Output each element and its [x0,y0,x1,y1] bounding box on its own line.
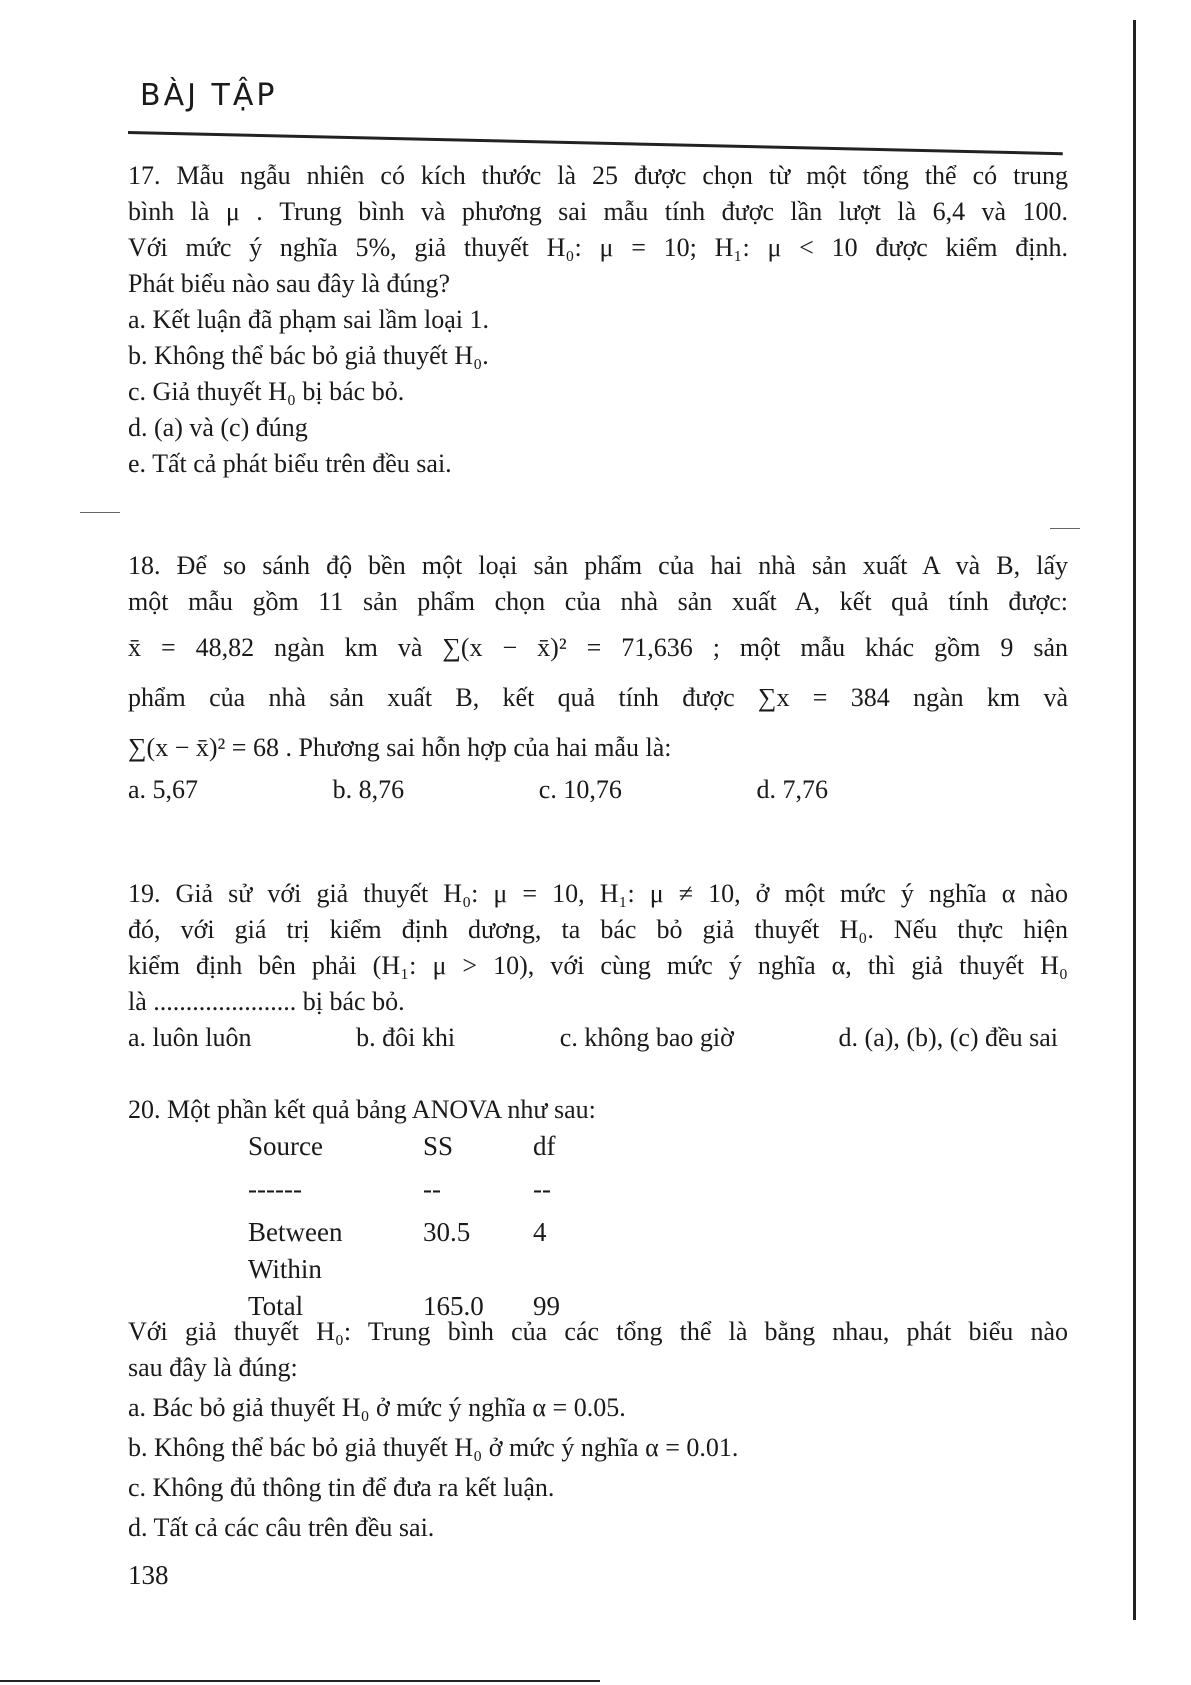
q19-line-4: là ...................... bị bác bỏ. [128,987,405,1016]
q18-option-b: b. 8,76 [332,775,405,804]
page-edge-line [1133,20,1136,1620]
q19-line-1: 19. Giả sử với giả thuyết H₀: μ = 10, H₁: μ ≠ 10, ở một mức ý nghĩa α nào [128,879,1068,908]
q19-option-d: d. (a), (b), (c) đều sai [838,1023,1058,1052]
anova-row-between [248,1214,593,1251]
scan-mark [80,512,120,513]
anova-header-df: df [533,1131,556,1161]
q18-option-c: c. 10,76 [538,775,622,804]
anova-separator-row [248,1171,593,1208]
q20-line-1: 20. Một phần kết quả bảng ANOVA như sau: [128,1095,596,1124]
anova-header-source: Source [248,1131,323,1161]
q19-option-c: c. không bao giờ [559,1023,734,1052]
q19-line-3: kiểm định bên phải (H₁: μ > 10), với cùng mức ý nghĩa α, thì giả thuyết H₀ [128,951,1068,980]
q18-line-4: phẩm của nhà sản xuất B, kết quả tính được ∑x = 384 ngàn km và [128,683,1068,712]
page-number: 138 [128,1560,169,1590]
q18-line-5: ∑(x − x̄)² = 68 . Phương sai hỗn hợp của hai mẫu là: [128,733,672,762]
q17-option-e: e. Tất cả phát biểu trên đều sai. [128,449,452,478]
q17-option-d: d. (a) và (c) đúng [128,413,308,442]
q19-option-b: b. đôi khi [356,1023,456,1052]
anova-header-row [248,1128,593,1165]
q17-option-b: b. Không thể bác bỏ giả thuyết H₀. [128,341,489,370]
q20-line-2: Với giả thuyết H₀: Trung bình của các tổng thể là bằng nhau, phát biểu nào [128,1317,1068,1346]
section-header: BÀJ TẬP [140,78,278,113]
question-20 [128,1092,1068,1128]
q20-option-c: c. Không đủ thông tin để đưa ra kết luận. [128,1473,555,1502]
q17-option-a: a. Kết luận đã phạm sai lầm loại 1. [128,305,490,334]
q18-options [128,772,828,808]
q17-line-3: Với mức ý nghĩa 5%, giả thuyết H₀: μ = 10; H₁: μ < 10 được kiểm định. [128,233,1068,262]
q20-line-3: sau đây là đúng: [128,1353,298,1382]
q17-line-2: bình là μ . Trung bình và phương sai mẫu tính được lần lượt là 6,4 và 100. [128,197,1068,226]
anova-header-ss: SS [423,1131,454,1161]
anova-cell: 30.5 [423,1217,471,1247]
question-18 [128,548,1068,808]
q17-line-1: 17. Mẫu ngẫu nhiên có kích thước là 25 được chọn từ một tổng thể có trung [128,161,1068,190]
q19-option-a: a. luôn luôn [128,1023,252,1052]
anova-cell: 4 [533,1217,547,1247]
scan-mark [1050,528,1080,529]
anova-cell [533,1251,593,1288]
question-19 [128,876,1068,1056]
anova-row-within [248,1251,593,1288]
q18-line-3: x̄ = 48,82 ngàn km và ∑(x − x̄)² = 71,636 ; một mẫu khác gồm 9 sản [128,633,1068,662]
q18-line-2: một mẫu gồm 11 sản phẩm chọn của nhà sản xuất A, kết quả tính được: [128,587,1068,616]
q19-options [128,1020,1058,1056]
anova-cell: Between [248,1217,343,1247]
q20-option-d: d. Tất cả các câu trên đều sai. [128,1513,435,1542]
footer-rule [0,1680,600,1682]
question-17 [128,158,1068,482]
q19-line-2: đó, với giá trị kiểm định dương, ta bác bỏ giả thuyết H₀. Nếu thực hiện [128,915,1068,944]
q20-option-a: a. Bác bỏ giả thuyết H₀ ở mức ý nghĩa α = 0.05. [128,1393,626,1422]
anova-separator: -- [423,1174,441,1204]
anova-cell: Within [248,1254,322,1284]
anova-cell [423,1251,533,1288]
header-rule [128,131,1063,155]
anova-separator: ------ [248,1174,302,1204]
anova-cell: Total [248,1291,304,1321]
q17-option-c: c. Giả thuyết H₀ bị bác bỏ. [128,377,405,406]
anova-table [248,1128,593,1325]
q18-option-a: a. 5,67 [128,775,199,804]
q18-line-1: 18. Để so sánh độ bền một loại sản phẩm của hai nhà sản xuất A và B, lấy [128,551,1068,580]
q18-option-d: d. 7,76 [756,775,828,804]
anova-cell: 99 [533,1291,560,1321]
q17-line-4: Phát biểu nào sau đây là đúng? [128,269,451,298]
anova-separator: -- [533,1174,551,1204]
anova-cell: 165.0 [423,1291,484,1321]
question-20-body [128,1314,1068,1546]
q20-option-b: b. Không thể bác bỏ giả thuyết H₀ ở mức ý nghĩa α = 0.01. [128,1433,739,1462]
